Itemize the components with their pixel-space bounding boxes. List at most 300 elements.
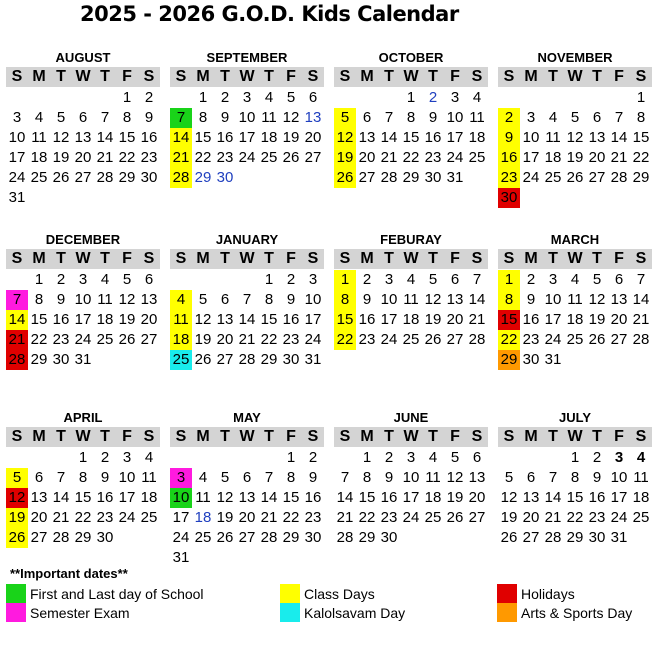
- day-cell: 15: [194, 129, 212, 146]
- day-cell: 3: [12, 109, 22, 126]
- day-cell: 8: [406, 109, 416, 126]
- day-cell: 26: [6, 528, 28, 548]
- day-cell: 20: [446, 311, 464, 328]
- day-cell: 29: [194, 169, 212, 186]
- day-cell: 8: [264, 291, 274, 308]
- empty-cell: [378, 88, 400, 108]
- day-cell: 4: [100, 271, 110, 288]
- day-cell: 16: [424, 129, 442, 146]
- day-cell: 9: [592, 469, 602, 486]
- day-cell: 26: [216, 529, 234, 546]
- day-cell: 16: [588, 489, 606, 506]
- empty-cell: [6, 270, 28, 290]
- day-cell: 13: [446, 291, 464, 308]
- weekday-label: S: [11, 68, 23, 85]
- day-cell: 29: [358, 529, 376, 546]
- day-cell: 14: [238, 311, 256, 328]
- day-cell: 25: [424, 509, 442, 526]
- day-cell: 30: [282, 351, 300, 368]
- day-cell: 20: [588, 149, 606, 166]
- weekday-label: W: [239, 428, 255, 445]
- day-cell: 9: [384, 469, 394, 486]
- day-cell: 2: [220, 89, 230, 106]
- day-cell: 20: [74, 149, 92, 166]
- day-cell: 21: [380, 149, 398, 166]
- month-name: APRIL: [63, 410, 103, 425]
- day-cell: 3: [170, 468, 192, 488]
- weekday-header: [498, 427, 652, 447]
- day-cell: 7: [56, 469, 66, 486]
- day-cell: 20: [304, 129, 322, 146]
- day-cell: 5: [220, 469, 230, 486]
- legend-swatch: [280, 584, 300, 603]
- weekday-header: [170, 249, 324, 269]
- day-cell: 11: [141, 469, 157, 486]
- weekday-label: F: [450, 428, 460, 445]
- month-december: [6, 231, 160, 370]
- day-cell: 25: [632, 509, 650, 526]
- day-cell: 7: [472, 271, 482, 288]
- day-cell: 26: [194, 351, 212, 368]
- day-cell: 20: [238, 509, 256, 526]
- day-cell: 4: [428, 449, 438, 466]
- day-cell: 17: [446, 129, 464, 146]
- day-cell: 12: [194, 311, 212, 328]
- day-cell: 25: [96, 331, 114, 348]
- month-january: [170, 231, 324, 370]
- day-cell: 18: [566, 311, 584, 328]
- day-cell: 21: [468, 311, 486, 328]
- day-cell: 3: [384, 271, 394, 288]
- day-cell: 31: [544, 351, 562, 368]
- day-cell: 25: [140, 509, 158, 526]
- day-grid: [498, 448, 652, 548]
- empty-cell: [356, 88, 378, 108]
- empty-cell: [50, 88, 72, 108]
- day-cell: 14: [380, 129, 398, 146]
- day-cell: 5: [56, 109, 66, 126]
- day-cell: 9: [56, 291, 66, 308]
- day-cell: 20: [522, 509, 540, 526]
- weekday-label: W: [239, 68, 255, 85]
- day-cell: 23: [216, 149, 234, 166]
- day-cell: 7: [6, 290, 28, 310]
- day-cell: 11: [545, 129, 561, 146]
- weekday-label: W: [403, 68, 419, 85]
- weekday-label: T: [56, 68, 66, 85]
- day-cell: 30: [304, 529, 322, 546]
- day-cell: 12: [446, 469, 464, 486]
- weekday-label: S: [471, 68, 483, 85]
- day-cell: 28: [6, 350, 28, 370]
- month-may: [170, 409, 324, 568]
- day-cell: 1: [122, 89, 132, 106]
- empty-cell: [258, 448, 280, 468]
- day-cell: 11: [170, 310, 192, 330]
- day-cell: 12: [118, 291, 136, 308]
- legend-label: Holidays: [521, 585, 575, 602]
- day-cell: 26: [52, 169, 70, 186]
- day-cell: 2: [526, 271, 536, 288]
- day-cell: 21: [238, 331, 256, 348]
- day-cell: 23: [140, 149, 158, 166]
- day-cell: 19: [446, 489, 464, 506]
- weekday-label: W: [239, 250, 255, 267]
- day-cell: 26: [334, 168, 356, 188]
- day-cell: 10: [522, 129, 540, 146]
- day-cell: 19: [216, 509, 234, 526]
- day-cell: 1: [78, 449, 88, 466]
- day-cell: 8: [34, 291, 44, 308]
- day-cell: 15: [260, 311, 278, 328]
- weekday-header: [170, 427, 324, 447]
- day-cell: 14: [52, 489, 70, 506]
- weekday-label: M: [32, 68, 46, 85]
- day-cell: 14: [96, 129, 114, 146]
- day-cell: 13: [588, 129, 606, 146]
- weekday-label: S: [307, 68, 319, 85]
- day-cell: 18: [96, 311, 114, 328]
- day-cell: 16: [358, 311, 376, 328]
- day-cell: 7: [242, 291, 252, 308]
- day-cell: 5: [286, 89, 296, 106]
- day-cell: 1: [264, 271, 274, 288]
- day-cell: 19: [52, 149, 70, 166]
- day-cell: 8: [362, 469, 372, 486]
- day-cell: 29: [282, 529, 300, 546]
- day-cell: 19: [500, 509, 518, 526]
- day-cell: 29: [30, 351, 48, 368]
- day-cell: 21: [6, 330, 28, 350]
- day-cell: 24: [380, 331, 398, 348]
- weekday-label: S: [143, 250, 155, 267]
- month-name: AUGUST: [55, 50, 111, 65]
- day-cell: 4: [570, 271, 580, 288]
- day-grid: [6, 270, 160, 370]
- day-cell: 26: [588, 331, 606, 348]
- day-cell: 25: [260, 149, 278, 166]
- month-name: OCTOBER: [378, 50, 444, 65]
- day-cell: 5: [6, 468, 28, 488]
- empty-cell: [608, 88, 630, 108]
- day-cell: 16: [304, 489, 322, 506]
- day-cell: 14: [260, 489, 278, 506]
- day-cell: 2: [100, 449, 110, 466]
- day-cell: 23: [96, 509, 114, 526]
- weekday-label: T: [56, 250, 66, 267]
- month-august: [6, 49, 160, 208]
- day-cell: 25: [468, 149, 486, 166]
- day-cell: 30: [522, 351, 540, 368]
- day-cell: 8: [122, 109, 132, 126]
- weekday-header: [6, 249, 160, 269]
- day-cell: 5: [570, 109, 580, 126]
- weekday-header: [6, 67, 160, 87]
- empty-cell: [236, 270, 258, 290]
- month-march: [498, 231, 652, 370]
- day-cell: 11: [97, 291, 113, 308]
- day-cell: 18: [544, 149, 562, 166]
- day-cell: 22: [566, 509, 584, 526]
- weekday-label: S: [503, 68, 515, 85]
- weekday-label: T: [384, 428, 394, 445]
- weekday-label: T: [384, 250, 394, 267]
- day-cell: 24: [402, 509, 420, 526]
- day-cell: 22: [74, 509, 92, 526]
- day-cell: 9: [220, 109, 230, 126]
- day-cell: 24: [522, 169, 540, 186]
- day-cell: 27: [446, 331, 464, 348]
- legend-item: [497, 584, 575, 603]
- weekday-label: M: [524, 428, 538, 445]
- day-cell: 22: [498, 330, 520, 350]
- day-cell: 28: [260, 529, 278, 546]
- day-cell: 14: [610, 129, 628, 146]
- day-cell: 22: [282, 509, 300, 526]
- day-cell: 25: [194, 529, 212, 546]
- day-cell: 25: [402, 331, 420, 348]
- day-cell: 5: [122, 271, 132, 288]
- day-cell: 9: [308, 469, 318, 486]
- day-cell: 7: [636, 271, 646, 288]
- day-cell: 10: [74, 291, 92, 308]
- legend-item: [280, 603, 405, 622]
- weekday-label: M: [32, 250, 46, 267]
- weekday-label: T: [592, 68, 602, 85]
- day-cell: 15: [334, 310, 356, 330]
- day-cell: 28: [336, 529, 354, 546]
- day-cell: 27: [522, 529, 540, 546]
- day-cell: 1: [362, 449, 372, 466]
- day-cell: 8: [286, 469, 296, 486]
- weekday-label: M: [360, 428, 374, 445]
- day-cell: 7: [100, 109, 110, 126]
- day-cell: 20: [30, 509, 48, 526]
- day-cell: 17: [522, 149, 540, 166]
- day-cell: 18: [632, 489, 650, 506]
- day-cell: 4: [472, 89, 482, 106]
- weekday-header: [334, 249, 488, 269]
- day-cell: 19: [6, 508, 28, 528]
- day-cell: 1: [34, 271, 44, 288]
- day-cell: 16: [498, 148, 520, 168]
- day-cell: 16: [380, 489, 398, 506]
- day-cell: 10: [544, 291, 562, 308]
- day-cell: 4: [144, 449, 154, 466]
- day-cell: 26: [282, 149, 300, 166]
- month-name: MARCH: [550, 232, 600, 247]
- weekday-label: S: [143, 68, 155, 85]
- day-cell: 21: [610, 149, 628, 166]
- weekday-label: F: [614, 68, 624, 85]
- day-cell: 26: [118, 331, 136, 348]
- day-cell: 8: [570, 469, 580, 486]
- day-cell: 11: [567, 291, 583, 308]
- day-cell: 12: [566, 129, 584, 146]
- day-cell: 5: [198, 291, 208, 308]
- day-cell: 14: [336, 489, 354, 506]
- month-name: DECEMBER: [45, 232, 121, 247]
- day-cell: 18: [468, 129, 486, 146]
- weekday-label: T: [220, 250, 230, 267]
- day-cell: 31: [610, 529, 628, 546]
- day-cell: 14: [544, 489, 562, 506]
- day-cell: 12: [424, 291, 442, 308]
- day-cell: 23: [304, 509, 322, 526]
- weekday-label: F: [286, 250, 296, 267]
- day-cell: 24: [446, 149, 464, 166]
- day-cell: 28: [380, 169, 398, 186]
- day-cell: 3: [406, 449, 416, 466]
- weekday-label: T: [56, 428, 66, 445]
- weekday-label: S: [471, 428, 483, 445]
- weekday-label: F: [614, 250, 624, 267]
- weekday-label: S: [471, 250, 483, 267]
- day-cell: 8: [636, 109, 646, 126]
- day-cell: 30: [588, 529, 606, 546]
- day-cell: 24: [8, 169, 26, 186]
- weekday-label: F: [286, 68, 296, 85]
- day-cell: 27: [588, 169, 606, 186]
- weekday-label: S: [339, 250, 351, 267]
- day-cell: 27: [468, 509, 486, 526]
- day-cell: 20: [358, 149, 376, 166]
- day-cell: 12: [500, 489, 518, 506]
- day-cell: 22: [334, 330, 356, 350]
- day-cell: 17: [304, 311, 322, 328]
- empty-cell: [586, 88, 608, 108]
- day-cell: 7: [614, 109, 624, 126]
- weekday-label: M: [360, 250, 374, 267]
- day-cell: 28: [170, 168, 192, 188]
- day-cell: 1: [498, 270, 520, 290]
- legend-label: First and Last day of School: [30, 585, 204, 602]
- weekday-label: T: [264, 68, 274, 85]
- weekday-label: F: [286, 428, 296, 445]
- month-name: SEPTEMBER: [206, 50, 288, 65]
- day-cell: 4: [636, 449, 646, 466]
- day-cell: 11: [195, 489, 211, 506]
- month-name: NOVEMBER: [537, 50, 613, 65]
- empty-cell: [170, 88, 192, 108]
- weekday-label: S: [11, 428, 23, 445]
- day-cell: 31: [172, 549, 190, 566]
- empty-cell: [170, 448, 192, 468]
- day-cell: 15: [118, 129, 136, 146]
- empty-cell: [564, 88, 586, 108]
- empty-cell: [542, 88, 564, 108]
- day-cell: 30: [52, 351, 70, 368]
- legend-label: Class Days: [304, 585, 375, 602]
- day-cell: 6: [242, 469, 252, 486]
- day-grid: [170, 88, 324, 188]
- month-name: JUNE: [393, 410, 429, 425]
- day-cell: 2: [286, 271, 296, 288]
- weekday-label: W: [75, 250, 91, 267]
- day-cell: 17: [74, 311, 92, 328]
- day-cell: 29: [498, 350, 520, 370]
- day-cell: 27: [238, 529, 256, 546]
- day-cell: 9: [526, 291, 536, 308]
- day-cell: 11: [425, 469, 441, 486]
- day-cell: 27: [610, 331, 628, 348]
- day-cell: 28: [610, 169, 628, 186]
- day-cell: 18: [140, 489, 158, 506]
- day-cell: 1: [570, 449, 580, 466]
- day-cell: 4: [34, 109, 44, 126]
- weekday-label: S: [307, 250, 319, 267]
- day-cell: 3: [308, 271, 318, 288]
- day-cell: 27: [140, 331, 158, 348]
- day-cell: 4: [198, 469, 208, 486]
- day-grid: [170, 270, 324, 370]
- legend-item: [6, 584, 204, 603]
- weekday-label: T: [264, 428, 274, 445]
- weekday-label: M: [32, 428, 46, 445]
- day-cell: 21: [96, 149, 114, 166]
- weekday-label: W: [567, 428, 583, 445]
- day-cell: 21: [632, 311, 650, 328]
- weekday-label: W: [403, 250, 419, 267]
- month-feburay: [334, 231, 488, 350]
- weekday-label: F: [122, 428, 132, 445]
- day-cell: 16: [96, 489, 114, 506]
- day-cell: 7: [264, 469, 274, 486]
- day-cell: 22: [632, 149, 650, 166]
- day-cell: 24: [74, 331, 92, 348]
- day-cell: 25: [566, 331, 584, 348]
- day-cell: 13: [358, 129, 376, 146]
- day-cell: 13: [30, 489, 48, 506]
- day-cell: 31: [8, 189, 26, 206]
- day-cell: 1: [636, 89, 646, 106]
- day-cell: 19: [282, 129, 300, 146]
- day-cell: 8: [198, 109, 208, 126]
- day-cell: 17: [380, 311, 398, 328]
- day-cell: 2: [144, 89, 154, 106]
- day-cell: 13: [216, 311, 234, 328]
- day-cell: 4: [264, 89, 274, 106]
- day-cell: 4: [406, 271, 416, 288]
- day-cell: 17: [544, 311, 562, 328]
- day-cell: 10: [238, 109, 256, 126]
- day-cell: 29: [632, 169, 650, 186]
- day-cell: 13: [304, 109, 322, 126]
- day-cell: 6: [34, 469, 44, 486]
- day-cell: 27: [30, 529, 48, 546]
- legend-item: [6, 603, 130, 622]
- day-cell: 5: [428, 271, 438, 288]
- day-cell: 1: [334, 270, 356, 290]
- weekday-label: T: [384, 68, 394, 85]
- day-cell: 10: [304, 291, 322, 308]
- weekday-label: W: [403, 428, 419, 445]
- legend-swatch: [497, 584, 517, 603]
- day-cell: 2: [384, 449, 394, 466]
- weekday-label: W: [567, 68, 583, 85]
- day-cell: 6: [450, 271, 460, 288]
- day-cell: 22: [30, 331, 48, 348]
- weekday-label: S: [635, 428, 647, 445]
- day-cell: 20: [216, 331, 234, 348]
- day-cell: 16: [52, 311, 70, 328]
- month-name: MAY: [233, 410, 261, 425]
- empty-cell: [192, 270, 214, 290]
- day-cell: 17: [402, 489, 420, 506]
- day-cell: 12: [282, 109, 300, 126]
- weekday-label: M: [196, 428, 210, 445]
- month-name: JANUARY: [215, 232, 279, 247]
